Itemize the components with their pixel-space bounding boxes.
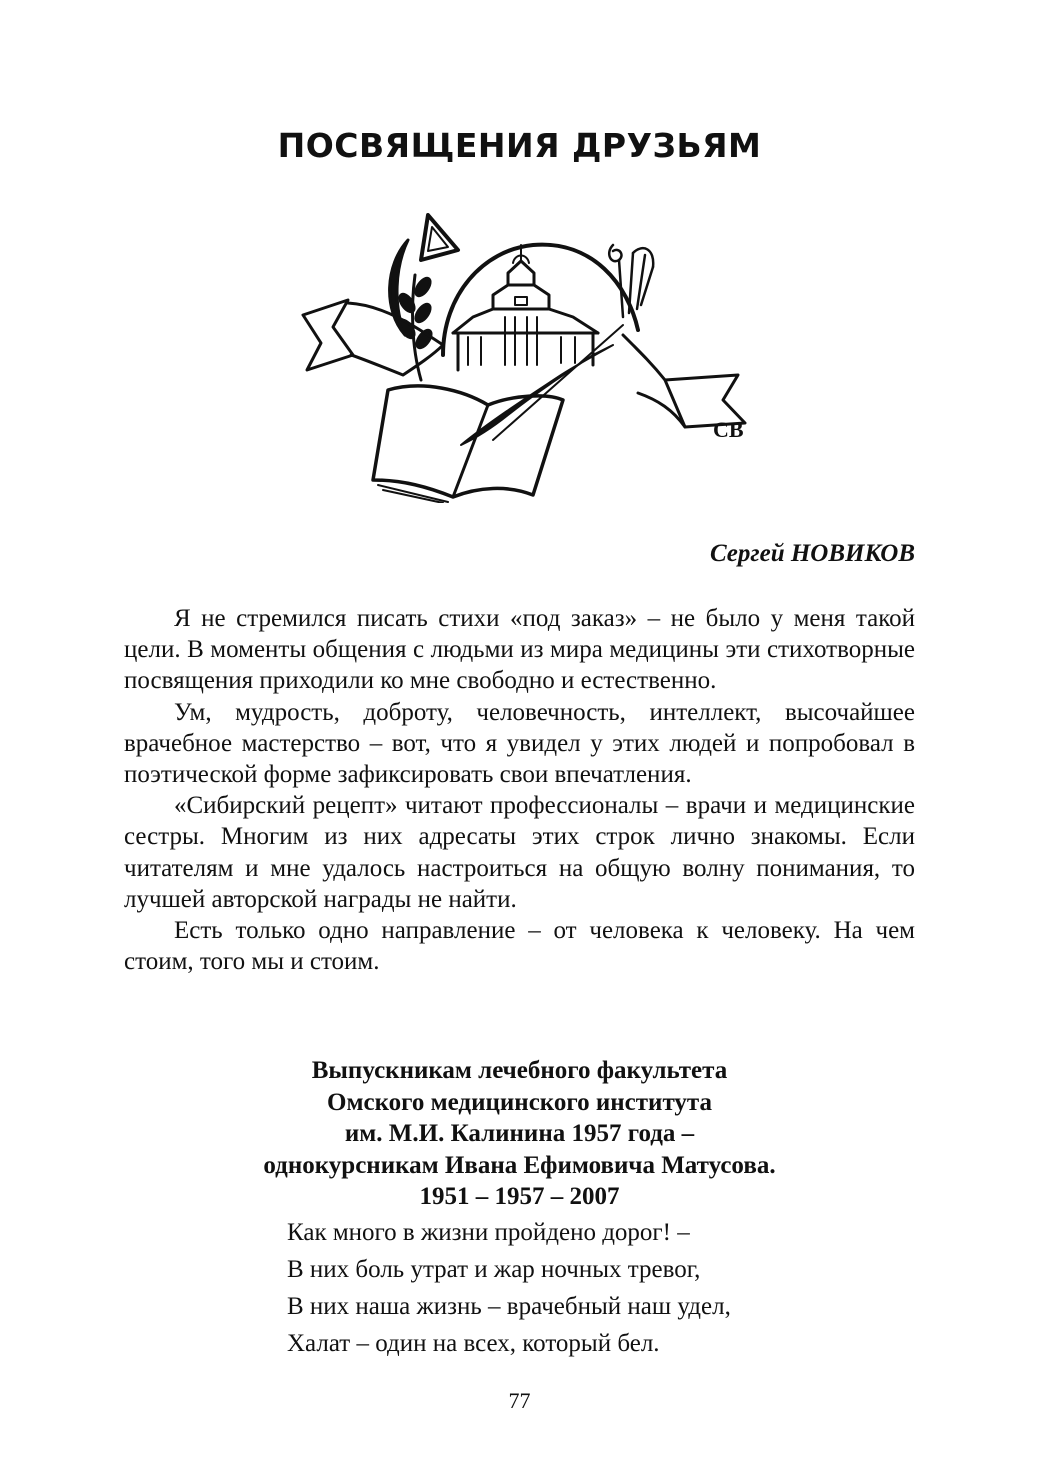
poem-line: Халат – один на всех, который бел. <box>287 1330 660 1357</box>
dedication-line: им. М.И. Калинина 1957 года – <box>344 1120 695 1148</box>
dedication-heading <box>0 1055 1039 1213</box>
page-title: ПОСВЯЩЕНИЯ ДРУЗЬЯМ <box>277 126 762 165</box>
paragraph: «Сибирский рецепт» читают профессионалы – врачи и медицинские сестры. Многим из них адресаты этих строк лично знакомы. Если читателям и мне удалось настроиться на общую волну понимания, то лучшей авторской награды не найти. <box>124 792 915 913</box>
page-number: 77 <box>508 1388 531 1413</box>
paragraph: Я не стремился писать стихи «под заказ» – не было у меня такой цели. В моменты общения с людьми из мира медицины эти стихотворные посвящения приходили ко мне свободно и естественно. <box>124 605 915 695</box>
author-name: Сергей НОВИКОВ <box>709 540 915 567</box>
signature-mark: СВ <box>713 417 744 442</box>
poem-line: В них боль утрат и жар ночных тревог, <box>287 1256 701 1283</box>
preface-text <box>124 603 915 977</box>
paragraph: Есть только одно направление – от человека к человеку. На чем стоим, того мы и стоим. <box>124 917 915 976</box>
dedication-line: Омского медицинского института <box>327 1088 712 1116</box>
dedication-dates: 1951 – 1957 – 2007 <box>419 1183 620 1211</box>
dedication-line: Выпускникам лечебного факультета <box>311 1057 728 1084</box>
paragraph: Ум, мудрость, доброту, человечность, интеллект, высочайшее врачебное мастерство – вот, что я увидел у этих людей и попробовал в поэтической форме зафиксировать свои впечатления. <box>124 698 915 789</box>
poem-line: Как много в жизни пройдено дорог! – <box>287 1219 690 1246</box>
poem-line: В них наша жизнь – врачебный наш удел, <box>287 1293 731 1320</box>
emblem-illustration-icon <box>293 205 748 503</box>
poem-stanza <box>287 1214 731 1362</box>
dedication-line: однокурсникам Ивана Ефимовича Матусова. <box>263 1151 776 1179</box>
